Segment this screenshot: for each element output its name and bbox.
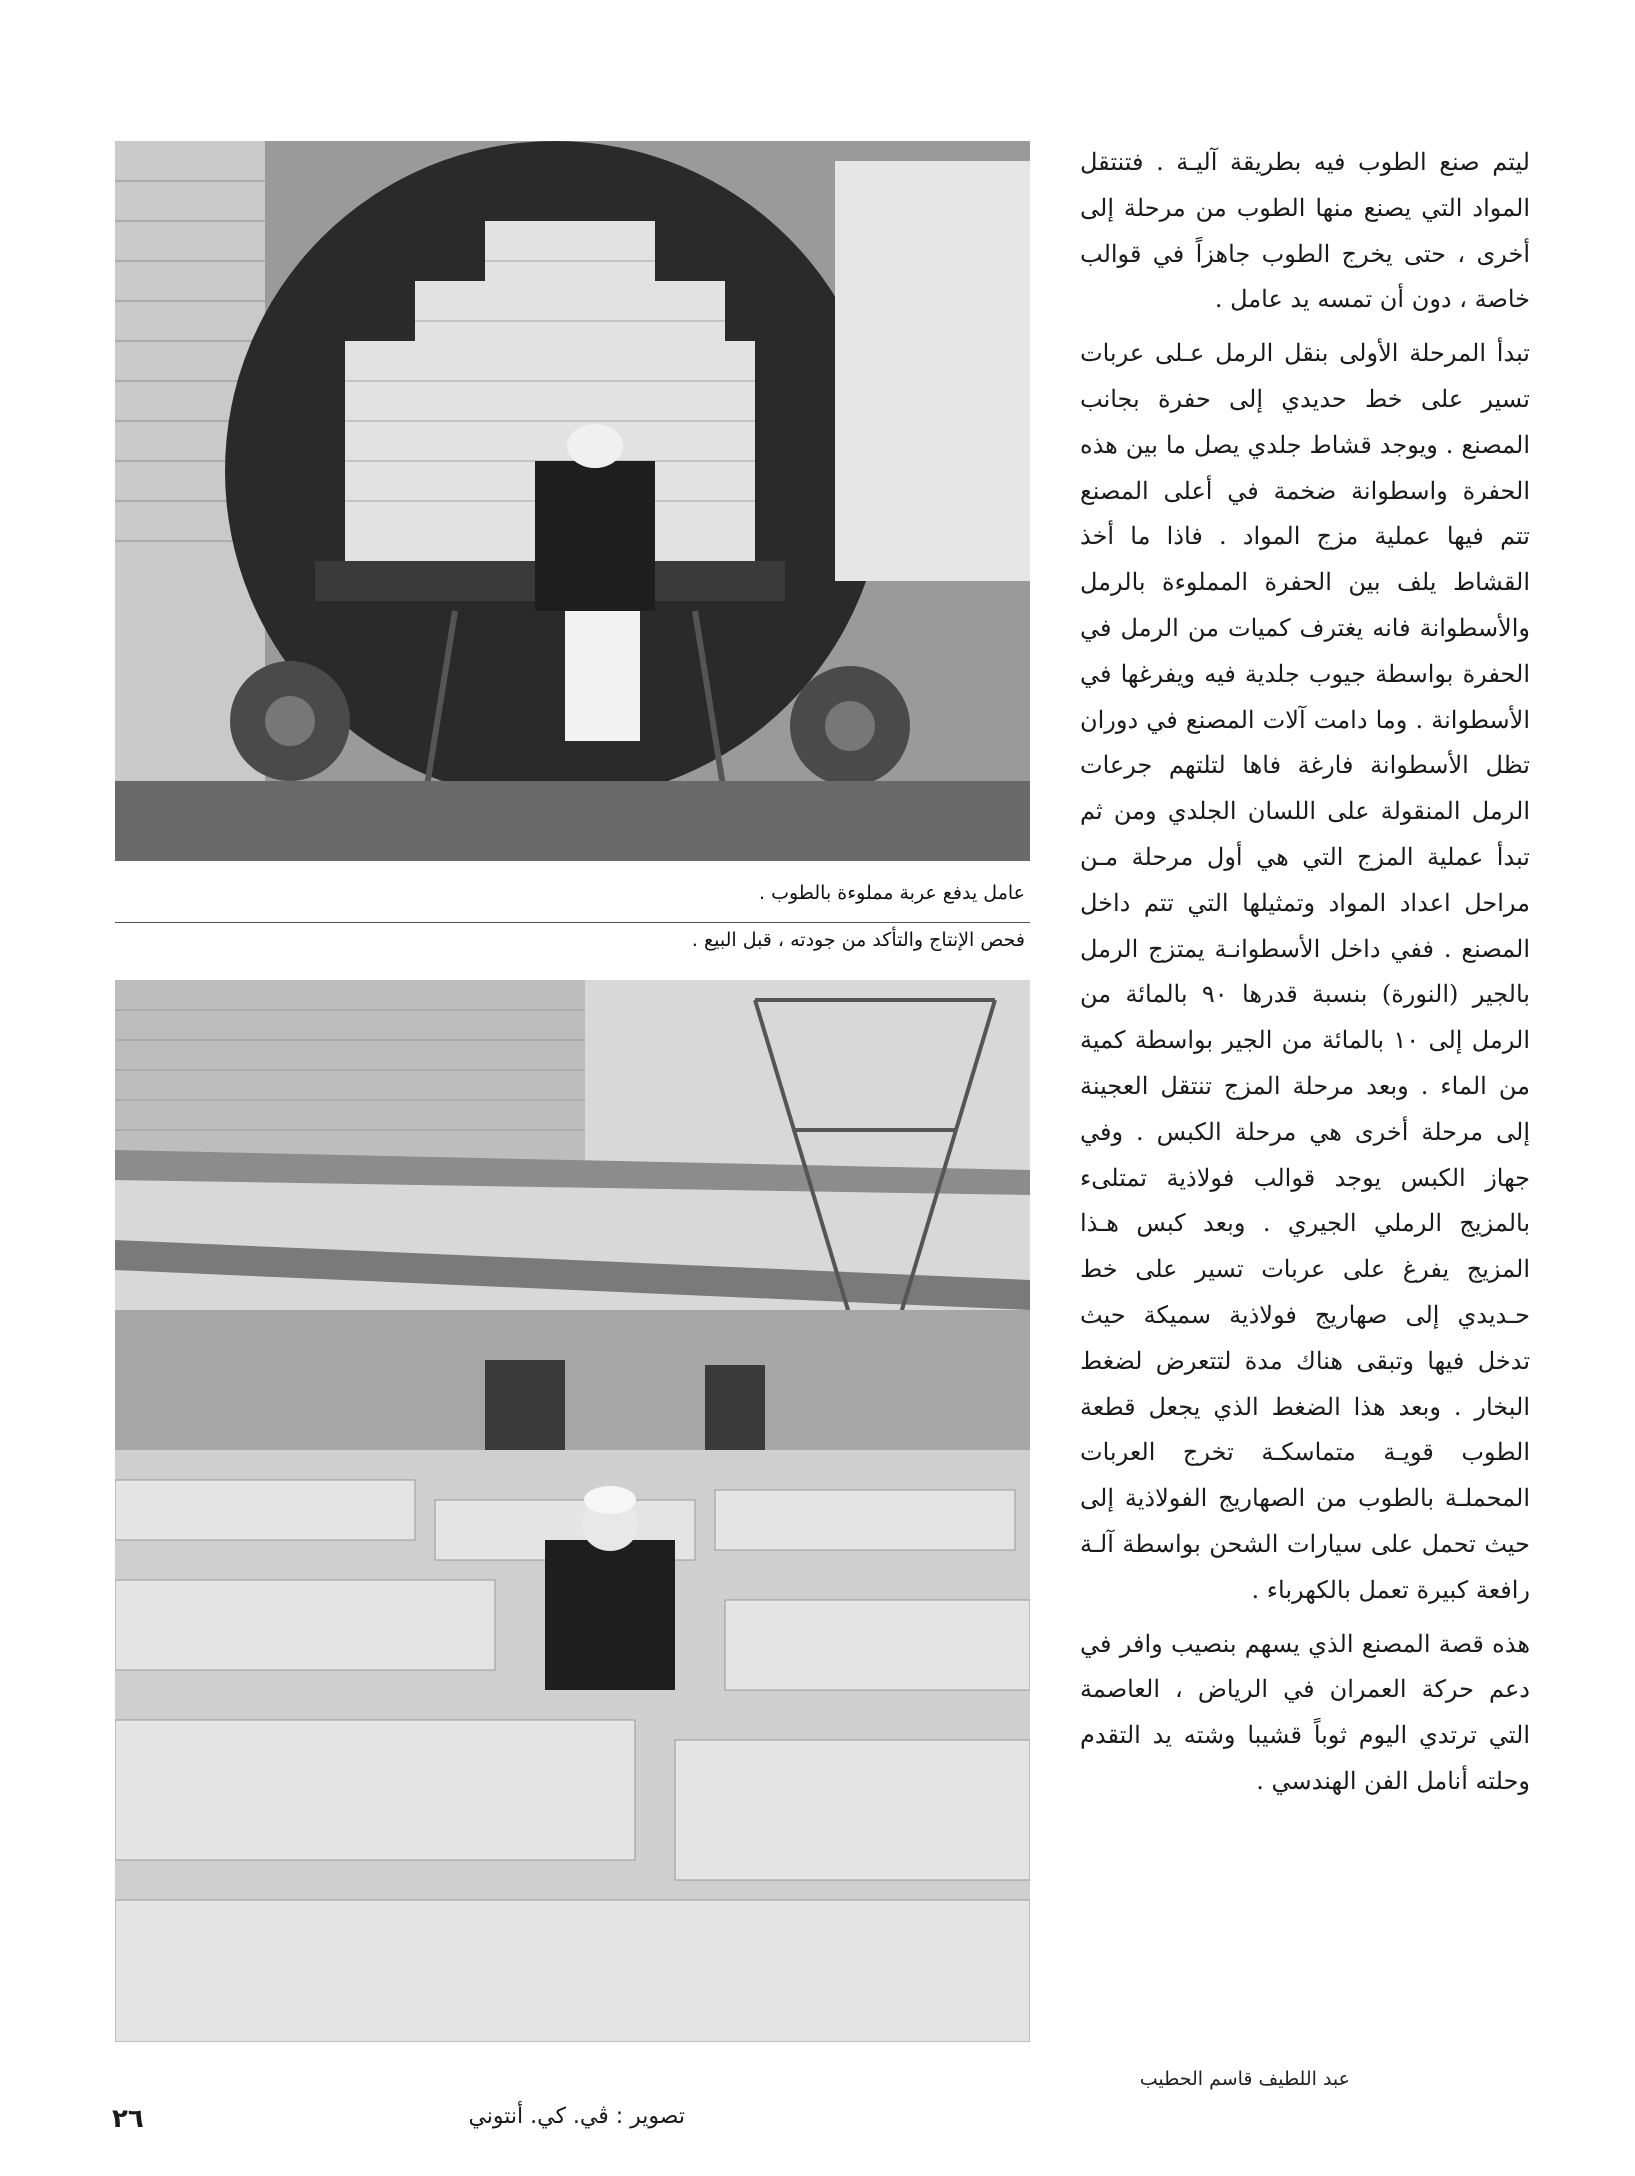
photo-caption-top: عامل يدفع عربة مملوءة بالطوب . bbox=[759, 882, 1025, 904]
photo-worker-pushing-cart-image bbox=[115, 141, 1030, 861]
caption-divider bbox=[115, 922, 1030, 923]
article-body bbox=[1080, 140, 1530, 1805]
article-paragraph-3: هذه قصة المصنع الذي يسهم بنصيب وافر في دعم حركة العمران في الرياض ، العاصمة التي ترتدي اليوم ثوباً قشيبا وشته يد التقدم وحلته أنامل الفن الهندسي . bbox=[1080, 1629, 1531, 1795]
article-paragraph-2: تبدأ المرحلة الأولى بنقل الرمل عـلى عربات تسير على خط حديدي إلى حفرة بجانب المصنع . ويوجد قشاط جلدي يصل ما بين هذه الحفرة واسطوانة ضخمة في أعلى المصنع تتم فيها عملية مزج المواد . فاذا ما أخذ القشاط يلف بين الحفرة المملوءة بالرمل والأسطوانة فانه يغترف كميات من الرمل في الحفرة بواسطة جيوب جلدية فيه ويفرغها في الأسطوانة . وما دامت آلات المصنع في دوران تظل الأسطوانة فارغة فاها لتلتهم جرعات الرمل المنقولة على اللسان الجلدي ومن ثم تبدأ عملية المزج التي هي أول مرحلة مـن مراحل اعداد المواد وتمثيلها التي تتم داخل المصنع . ففي داخل الأسطوانـة يمتزج الرمل بالجير (النورة) بنسبة قدرها ٩٠ بالمائة من الرمل إلى ١٠ بالمائة من الجير بواسطة كمية من الماء . وبعد مرحلة المزج تنتقل العجينة إلى مرحلة أخرى هي مرحلة الكبس . وفي جهاز الكبس يوجد قوالب فولاذية تمتلىء بالمزيج الرملي الجيري . وبعد كبس هـذا المزيج يفرغ على عربات تسير على خط حـديدي إلى صهاريج فولاذية سميكة حيث تدخل فيها وتبقى هناك مدة لتتعرض لضغط البخار . وبعد هذا الضغط الذي يجعل قطعة الطوب قويـة متماسكـة تخرج العربات المحملـة بالطوب من الصهاريج الفولاذية إلى حيث تحمل على سيارات الشحن بواسطة آلـة رافعة كبيرة تعمل بالكهرباء . bbox=[1080, 339, 1530, 1604]
page-number: ٢٦ bbox=[112, 2104, 144, 2134]
photo-brick-inspection bbox=[115, 980, 1030, 2042]
article-paragraph-1: ليتم صنع الطوب فيه بطريقة آليـة . فتنتقل المواد التي يصنع منها الطوب من مرحلة إلى أخرى ، حتى يخرج الطوب جاهزاً في قوالب خاصة ، دون أن تمسه يد عامل . bbox=[1080, 148, 1531, 314]
photo-worker-pushing-cart bbox=[115, 141, 1030, 861]
photo-credit: تصوير : ڤي. كي. أنتوني bbox=[468, 2104, 685, 2129]
author-name: عبد اللطيف قاسم الحطيب bbox=[1139, 2068, 1350, 2090]
photo-caption-bottom: فحص الإنتاج والتأكد من جودته ، قبل البيع . bbox=[691, 929, 1025, 951]
photo-brick-inspection-image bbox=[115, 980, 1030, 2042]
